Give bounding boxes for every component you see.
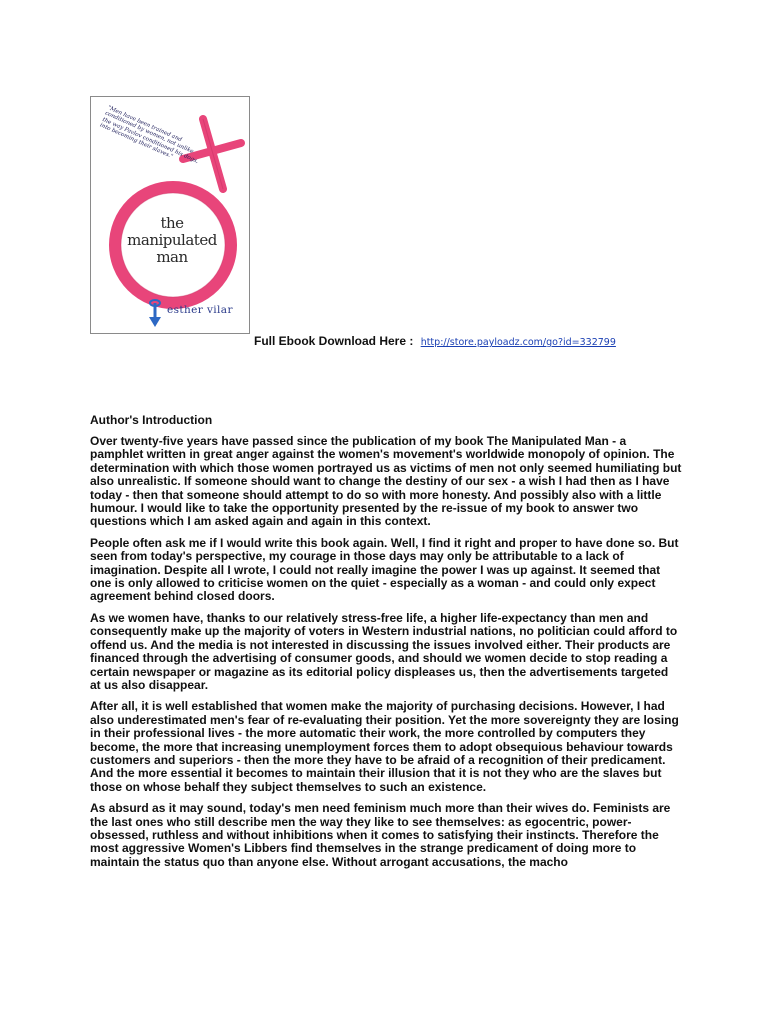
cover-author: esther vilar [167,304,233,316]
paragraph: Over twenty-five years have passed since the publication of my book The Manipulated Man - a pamphlet written in great anger against the women's movement's worldwide monopoly of opinion. The determination with which those women portrayed us as victims of men not only seemed humiliating but also unrealistic. If someone should want to change the destiny of our sex - a wish I had then as I have today - then that someone should attempt to do so with more honesty. And possibly also with a little humour. I would like to take the opportunity presented by the re-issue of my book to answer two questions which I am asked again and again in this context. [90,434,682,529]
section-heading: Author's Introduction [90,413,213,427]
cover-title [127,215,217,266]
cover-title-line: man [156,248,188,266]
book-cover [90,96,250,334]
article-body [90,413,682,877]
paragraph: As we women have, thanks to our relatively stress-free life, a higher life-expectancy than men and consequently make up the majority of voters in Western industrial nations, no politician could afford to offend us. And the media is not interested in discussing the issues involved either. Their products are financed through the advertising of consumer goods, and should we women decide to stop reading a certain newspaper or magazine as its editorial policy displeases us, then the advertisements targeted at us also disappear. [90,610,678,692]
paragraph: People often ask me if I would write this book again. Well, I find it right and proper to have done so. But seen from today's perspective, my courage in those days may only be attributable to a lack of imagination. Despite all I wrote, I could not really imagine the power I was up against. It seemed that one is only allowed to criticise women on the quiet - especially as a woman - and could only expect agreement behind closed doors. [90,535,679,604]
download-link[interactable]: http://store.payloadz.com/go?id=332799 [420,337,616,348]
cover-title-line: the [160,214,184,232]
cover-quote: "Men have been trained and conditioned by women, not unlike the way Pavlov conditioned his dogs, into becoming their slaves." [98,105,200,165]
arrow-down-icon [149,300,161,327]
download-label: Full Ebook Download Here : [254,334,414,348]
cover-title-line: manipulated [127,231,217,249]
download-line [254,334,616,348]
paragraph: After all, it is well established that women make the majority of purchasing decisions. However, I had also underestimated men's fear of re-evaluating their position. Yet the more sovereignty they are losing in their professional lives - the more automatic their work, the more controlled by computers they become, the more that increasing unemployment forces them to adopt obsequious behaviour towards customers and superiors - then the more they have to be afraid of a recognition of their predicament. And the more essential it becomes to maintain their illusion that it is not they who are the slaves but those on whose behalf they subject themselves to such an existence. [90,699,679,794]
paragraph: As absurd as it may sound, today's men need feminism much more than their wives do. Feminists are the last ones who still describe men the way they like to see themselves: as egocentric, power-obsessed, ruthless and without inhibitions when it comes to satisfying their instincts. Therefore the most aggressive Women's Libbers find themselves in the strange predicament of doing more to maintain the status quo than anyone else. Without arrogant accusations, the macho [90,801,671,869]
